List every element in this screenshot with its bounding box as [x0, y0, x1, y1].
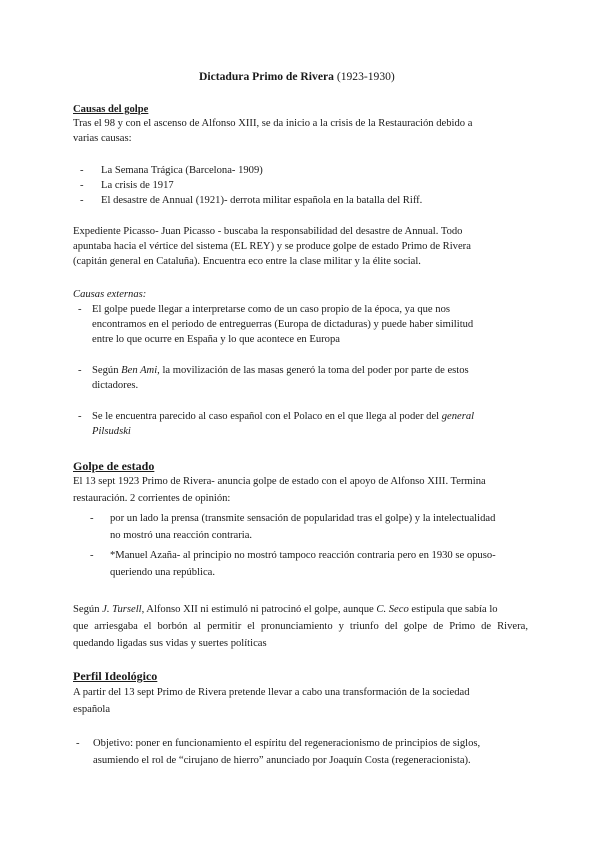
perfil-intro-line: española	[73, 704, 111, 715]
author-seco: C. Seco	[376, 604, 409, 615]
causas-intro-line: Tras el 98 y con el ascenso de Alfonso XIII, se da inicio a la crisis de la Restauración debido a	[73, 118, 473, 129]
text-segment: , Alfonso XII ni estimuló ni patrocinó el golpe, aunque	[141, 604, 377, 615]
text-segment: estipula que sabía lo	[408, 604, 498, 615]
tusell-line: que arriesgaba el borbón al permitir el pronunciamiento y triunfo del golpe de Primo de Rivera,	[73, 621, 528, 632]
list-item: La Semana Trágica (Barcelona- 1909)	[101, 165, 263, 176]
expediente-line: apuntaba hacia el vértice del sistema (EL REY) y se produce golpe de estado Primo de Rivera	[73, 241, 471, 252]
author-ben-ami: Ben Ami	[121, 365, 158, 376]
heading-golpe: Golpe de estado	[73, 459, 155, 473]
tusell-line	[73, 604, 498, 615]
bullet-dash: -	[80, 180, 84, 191]
externas-line: El golpe puede llegar a interpretarse como de un caso propio de la época, ya que nos	[92, 304, 450, 315]
bullet-dash: -	[80, 165, 84, 176]
expediente-line: (capitán general en Cataluña). Encuentra eco entre la clase militar y la élite social.	[73, 256, 421, 267]
bullet-dash: -	[78, 365, 82, 376]
text-italic: general	[441, 411, 475, 422]
externas-line	[92, 411, 474, 422]
bullet-dash: -	[90, 550, 94, 561]
golpe-intro-line: restauración. 2 corrientes de opinión:	[73, 493, 231, 504]
author-tursell: J. Tursell	[102, 604, 142, 615]
bullet-dash: -	[78, 304, 82, 315]
bullet-dash: -	[78, 411, 82, 422]
tusell-line: quedando ligadas sus vidas y suertes políticas	[73, 638, 267, 649]
expediente-line: Expediente Picasso- Juan Picasso - buscaba la responsabilidad del desastre de Annual. Todo	[73, 226, 463, 237]
heading-perfil: Perfil Ideológico	[73, 669, 158, 683]
list-item: El desastre de Annual (1921)- derrota militar española en la batalla del Riff.	[101, 195, 423, 206]
golpe-intro-line: El 13 sept 1923 Primo de Rivera- anuncia golpe de estado con el apoyo de Alfonso XIII. Termina	[73, 476, 486, 487]
causas-externas-label: Causas externas:	[73, 289, 147, 300]
heading-causas: Causas del golpe	[73, 104, 149, 115]
page-title	[199, 70, 395, 83]
text-segment: Según	[92, 365, 122, 376]
externas-line: dictadores.	[92, 380, 139, 391]
text-segment: Según	[73, 604, 103, 615]
perfil-intro-line: A partir del 13 sept Primo de Rivera pretende llevar a cabo una transformación de la sociedad	[73, 687, 470, 698]
externas-line: Pilsudski	[92, 426, 131, 437]
golpe-bullet-line: por un lado la prensa (transmite sensación de popularidad tras el golpe) y la intelectualidad	[110, 513, 496, 524]
causas-intro-line: varias causas:	[73, 133, 132, 144]
golpe-bullet-line: queriendo una república.	[110, 567, 216, 578]
bullet-dash: -	[90, 513, 94, 524]
perfil-bullet-line: asumiendo el rol de “cirujano de hierro” anunciado por Joaquín Costa (regeneracionista).	[93, 755, 471, 766]
golpe-bullet-line: *Manuel Azaña- al principio no mostró tampoco reacción contraria pero en 1930 se opuso-	[110, 550, 496, 561]
text-segment: , la movilización de las masas generó la toma del poder por parte de estos	[157, 365, 469, 376]
list-item: La crisis de 1917	[101, 180, 174, 191]
golpe-bullet-line: no mostró una reacción contraria.	[110, 530, 253, 541]
perfil-bullet-line: Objetivo: poner en funcionamiento el espíritu del regeneracionismo de principios de siglos,	[93, 738, 481, 749]
externas-line: entre lo que ocurre en España y lo que acontece en Europa	[92, 334, 340, 345]
title-main: Dictadura Primo de Rivera	[199, 70, 334, 83]
bullet-dash: -	[80, 195, 84, 206]
externas-line: encontramos en el periodo de entreguerras (Europa de dictaduras) y puede haber similitud	[92, 319, 474, 330]
externas-line	[92, 365, 469, 376]
text-segment: Se le encuentra parecido al caso español con el Polaco en el que llega al poder del	[92, 411, 442, 422]
title-years: (1923-1930)	[336, 70, 395, 83]
bullet-dash: -	[76, 738, 80, 749]
